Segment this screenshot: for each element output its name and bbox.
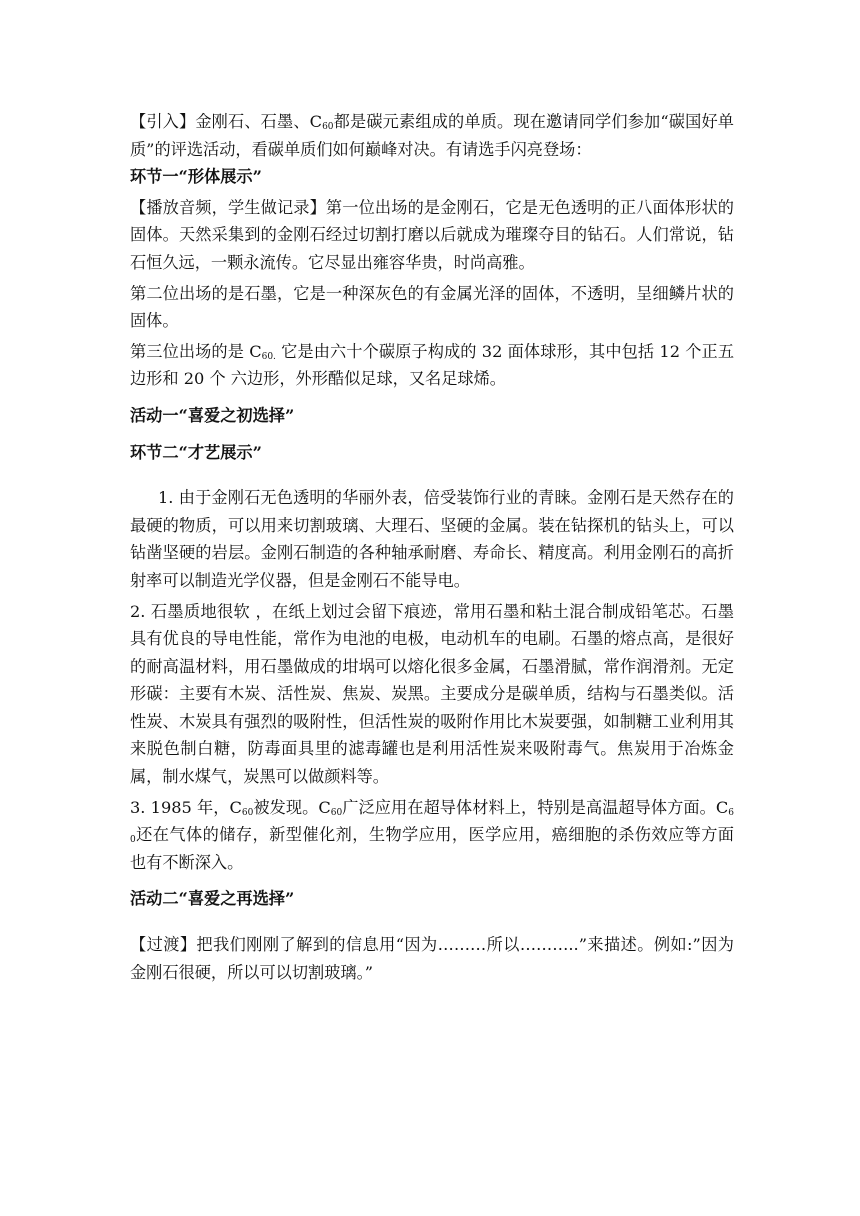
intro-text-start: 【引入】金刚石、石墨、C: [130, 112, 323, 131]
graphite-paragraph: 第二位出场的是石墨，它是一种深灰色的有金属光泽的固体，不透明，呈细鳞片状的固体。: [130, 283, 734, 331]
document-body: [130, 108, 734, 986]
c60-subscript: 60: [130, 807, 734, 846]
c60-paragraph: [130, 338, 734, 393]
activity-heading-1: 活动一“喜爱之初选择”: [130, 405, 295, 425]
c60-item-text-a: 3. 1985 年，C: [130, 797, 242, 817]
activity-heading-2: 活动二“喜爱之再选择”: [130, 889, 295, 909]
c60-item-text-b: 被发现。C: [253, 797, 331, 817]
list-item-c60: [130, 794, 734, 877]
transition-paragraph: 【过渡】把我们刚刚了解到的信息用“因为………所以………..”来描述。例如:”因为金刚石很硬，所以可以切割玻璃。”: [130, 935, 734, 982]
c60-subscript: 60.: [261, 351, 276, 362]
c60-subscript: 60: [241, 807, 254, 818]
c60-subscript: 60: [330, 807, 343, 818]
c60-subscript: 60: [322, 122, 334, 132]
section-heading-2: 环节二“才艺展示”: [130, 442, 262, 462]
audio-paragraph: 【播放音频，学生做记录】第一位出场的是金刚石，它是无色透明的正八面体形状的固体。天然采集到的金刚石经过切割打磨以后就成为璀璨夺目的钻石。人们常说，钻石恒久远，一颗永流传。它尽显出雍容华贵，时尚高雅。: [130, 197, 734, 272]
intro-text-end: 都是碳元素组成的单质。现在邀请同学们参加“碳国好单质”的评选活动，看碳单质们如何巅峰对决。有请选手闪亮登场：: [130, 112, 734, 159]
c60-text-end: 它是由六十个碳原子构成的 32 面体球形，其中包括 12 个正五边形和 20 个 六边形，外形酷似足球，又名足球烯。: [130, 341, 735, 389]
list-item-graphite: 2. 石墨质地很软 ，在纸上划过会留下痕迹，常用石墨和粘土混合制成铅笔芯。石墨具有优良的导电性能，常作为电池的电极，电动机车的电刷。石墨的熔点高，是很好的耐高温材料，用石墨做成的坩埚可以熔化很多金属，石墨滑腻，常作润滑剂。无定形碳：主要有木炭、活性炭、焦炭、炭黑。主要成分是碳单质，结构与石墨类似。活性炭、木炭具有强烈的吸附性，但活性炭的吸附作用比木炭要强，如制糖工业利用其来脱色制白糖，防毒面具里的滤毒罐也是利用活性炭来吸附毒气。焦炭用于冶炼金属，制水煤气，炭黑可以做颜料等。: [130, 601, 734, 787]
c60-text-start: 第三位出场的是 C: [130, 341, 262, 361]
intro-paragraph: [130, 108, 734, 163]
c60-item-text-c: 广泛应用在超导体材料上，特别是高温超导体方面。C: [342, 797, 729, 817]
c60-item-text-d: 还在气体的储存，新型催化剂，生物学应用，医学应用，癌细胞的杀伤效应等方面也有不断深入。: [130, 825, 734, 872]
list-item-diamond: 1. 由于金刚石无色透明的华丽外表，倍受装饰行业的青睐。金刚石是天然存在的最硬的物质，可以用来切割玻璃、大理石、坚硬的金属。装在钻探机的钻头上，可以钻凿坚硬的岩层。金刚石制造的各种轴承耐磨、寿命长、精度高。利用金刚石的高折射率可以制造光学仪器，但是金刚石不能导电。: [130, 488, 734, 590]
section-heading-1: 环节一“形体展示”: [130, 167, 262, 187]
